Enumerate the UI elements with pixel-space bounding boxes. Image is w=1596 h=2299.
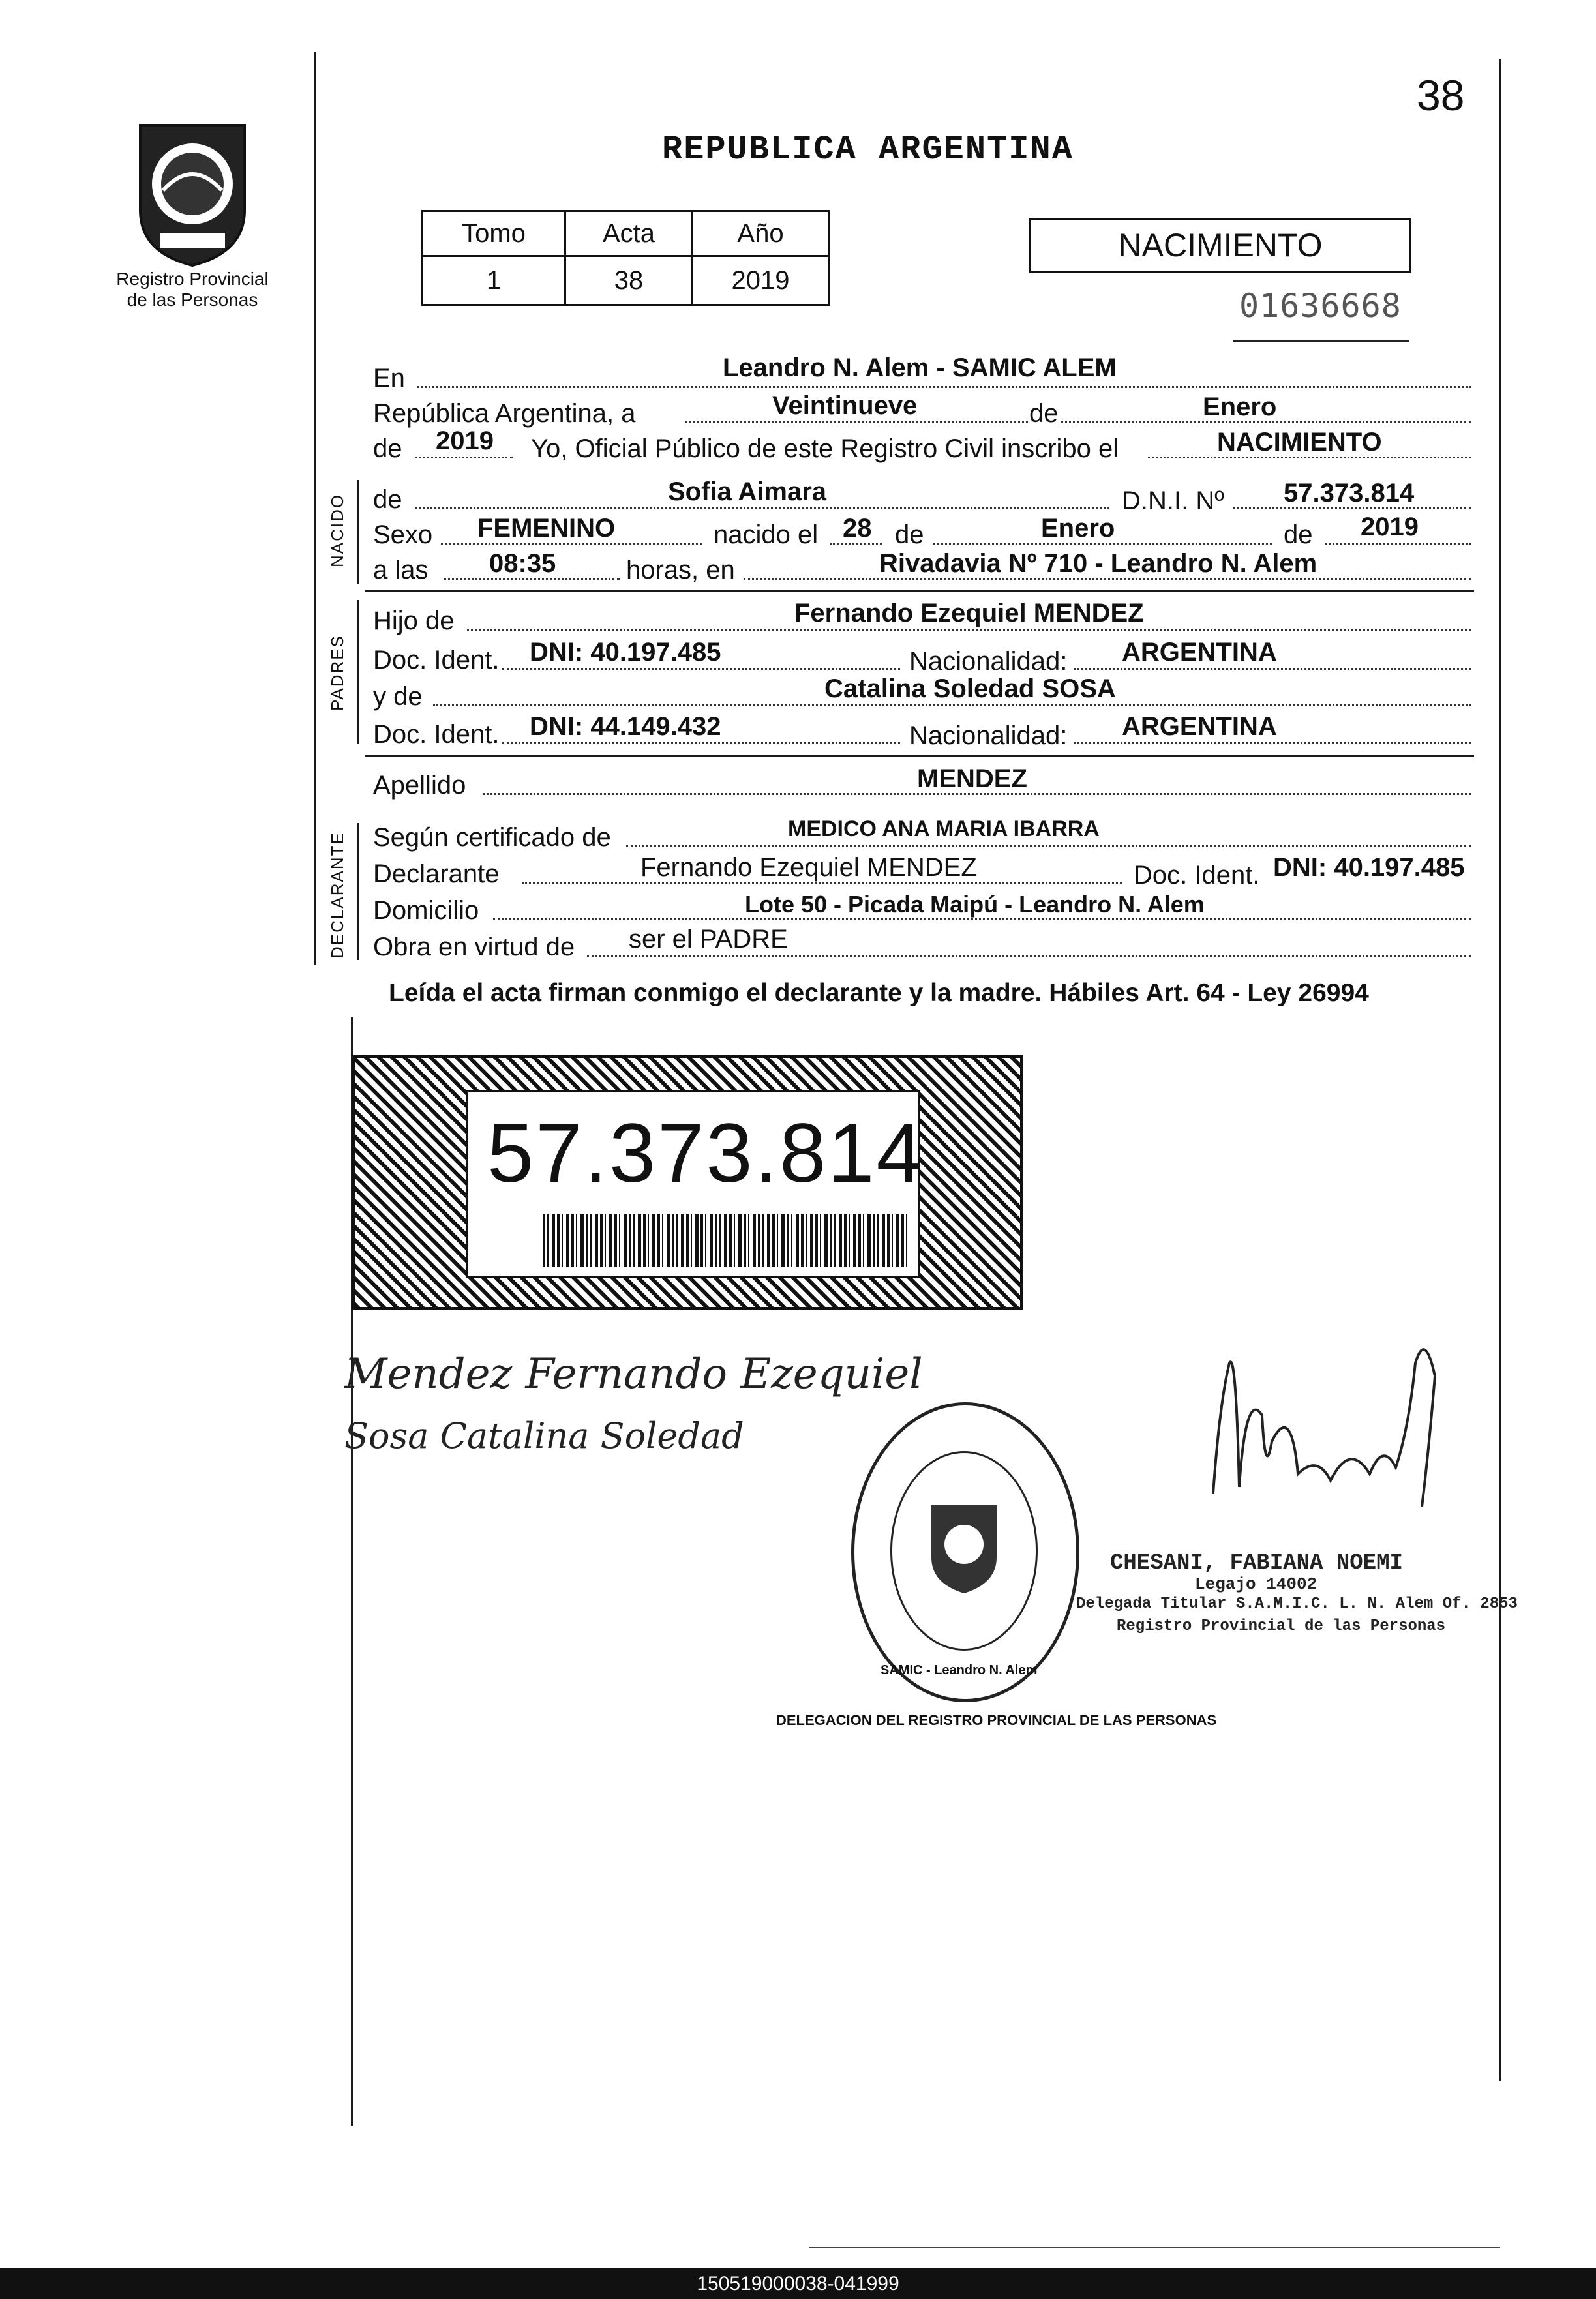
rep-dots [685,421,1471,423]
birth-year-value: 2019 [1361,513,1419,541]
alas-label: a las [373,556,429,584]
domicilio-value: Lote 50 - Picada Maipú - Leandro N. Alem [745,891,1205,918]
birth-day-value: 28 [843,514,872,543]
year-dots [415,457,513,458]
mother-nat-dots [1074,742,1471,744]
nacido-de-label: de [373,485,402,514]
birth-de-label: de [895,520,924,549]
declarante-bracket [357,823,359,960]
barcode-icon [543,1214,908,1267]
father-nat-dots [1074,668,1471,670]
rep-label: República Argentina, a [373,399,636,428]
child-dni-value: 57.373.814 [1284,479,1415,507]
logo-caption-line2: de las Personas [127,290,258,310]
father-nat-value: ARGENTINA [1122,638,1277,667]
record-table [421,210,830,306]
sexo-label: Sexo [373,520,433,549]
mother-doc-dots [502,742,900,744]
father-nat-label: Nacionalidad: [909,647,1068,676]
declarante-label: Declarante [373,860,500,888]
official-registry: Registro Provincial de las Personas [1117,1617,1446,1635]
year-value: 2019 [436,427,494,455]
left-margin-line [314,52,316,965]
father-dots [467,629,1471,631]
obra-dots [587,955,1471,957]
logo-caption [98,269,287,310]
de-label: de [1029,399,1059,428]
footer-code-bar [0,2268,1596,2299]
footer-code: 150519000038-041999 [697,2273,899,2294]
value-acta: 38 [565,256,693,305]
apellido-label: Apellido [373,771,466,800]
sexo-value: FEMENINO [477,514,616,543]
nacido-bracket [357,480,359,584]
day-value: Veintinueve [772,391,918,420]
declarante-doc-value: DNI: 40.197.485 [1273,853,1465,882]
official-legajo: Legajo 14002 [1195,1574,1317,1594]
en-label: En [373,364,405,393]
yde-label: y de [373,682,423,711]
en-dots [417,386,1471,388]
padres-side-label: PADRES [327,635,347,711]
seal-inner-text: SAMIC - Leandro N. Alem [881,1663,1038,1677]
padres-bracket [357,600,359,744]
provincia-de-misiones-seal-icon [114,112,271,269]
father-doc-value: DNI: 40.197.485 [530,638,721,667]
declarante-doc-label: Doc. Ident. [1134,861,1260,890]
segun-dots [626,845,1471,847]
segun-label: Según certificado de [373,823,611,852]
segun-value: MEDICO ANA MARIA IBARRA [788,817,1100,841]
hijo-label: Hijo de [373,607,455,635]
official-name: CHESANI, FABIANA NOEMI [1110,1551,1403,1576]
domicilio-label: Domicilio [373,896,479,925]
mother-doc-value: DNI: 44.149.432 [530,712,721,741]
serial-number: 01636668 [1239,287,1402,325]
father-doc-label: Doc. Ident. [373,646,500,674]
nacido-divider [365,590,1474,592]
padres-divider [365,755,1474,757]
dni-label: D.N.I. Nº [1122,487,1224,515]
declarante-side-label: DECLARANTE [327,832,347,959]
obra-value: ser el PADRE [629,925,788,954]
value-ano: 2019 [693,256,829,305]
bottom-rule [809,2247,1500,2248]
dni-card-inner [466,1090,925,1278]
de2-label: de [373,434,402,463]
father-doc-dots [502,668,900,670]
birth-de2-label: de [1284,520,1313,549]
domicilio-dots [493,918,1471,920]
mother-nat-value: ARGENTINA [1122,712,1277,741]
right-margin-line [1499,59,1501,2081]
page-number: 38 [1417,71,1465,119]
father-handwritten-name: Mendez Fernando Ezequiel [344,1350,923,1398]
horas-label: horas, en [626,556,735,584]
birth-year-dots [1325,543,1471,545]
official-signature-icon [1200,1324,1448,1520]
seal-outer-text: DELEGACION DEL REGISTRO PROVINCIAL DE LAS PERSONAS [776,1712,1217,1728]
page-title: REPUBLICA ARGENTINA [662,130,1074,169]
mother-name-value: Catalina Soledad SOSA [824,674,1116,703]
value-tomo: 1 [423,256,565,305]
mother-handwritten-name: Sosa Catalina Soledad [344,1415,744,1456]
time-value: 08:35 [489,549,556,578]
mother-nat-label: Nacionalidad: [909,721,1068,750]
official-seal-icon [776,1402,1217,1728]
header-tomo: Tomo [423,211,565,256]
legal-statement: Leída el acta firman conmigo el declarante y la madre. Hábiles Art. 64 - Ley 26994 [389,979,1369,1007]
child-name-value: Sofia Aimara [668,477,827,506]
logo-caption-line1: Registro Provincial [116,269,269,289]
obra-label: Obra en virtud de [373,933,575,961]
nacido-side-label: NACIDO [327,493,347,567]
official-role: Delegada Titular S.A.M.I.C. L. N. Alem Of. 2853 [1076,1595,1518,1613]
nacido-name-dots [415,507,1109,509]
nacido-el-label: nacido el [714,520,819,549]
record-type-box: NACIMIENTO [1029,218,1411,273]
yo-text: Yo, Oficial Público de este Registro Civil inscribo el [531,434,1119,463]
father-name-value: Fernando Ezequiel MENDEZ [794,599,1144,627]
en-value: Leandro N. Alem - SAMIC ALEM [723,353,1117,382]
serial-underline [1233,340,1409,342]
declarante-value: Fernando Ezequiel MENDEZ [640,853,977,882]
apellido-value: MENDEZ [917,764,1027,793]
dni-card-number: 57.373.814 [487,1107,925,1200]
header-acta: Acta [565,211,693,256]
mother-doc-label: Doc. Ident. [373,720,500,749]
birth-place-value: Rivadavia Nº 710 - Leandro N. Alem [879,549,1317,578]
dni-number-card [352,1055,1023,1310]
seal-inner-ring [890,1451,1038,1651]
type-value: NACIMIENTO [1217,428,1382,457]
mother-dots [433,704,1471,706]
birth-month-value: Enero [1041,514,1115,543]
month-value: Enero [1203,393,1277,421]
header-ano: Año [693,211,829,256]
